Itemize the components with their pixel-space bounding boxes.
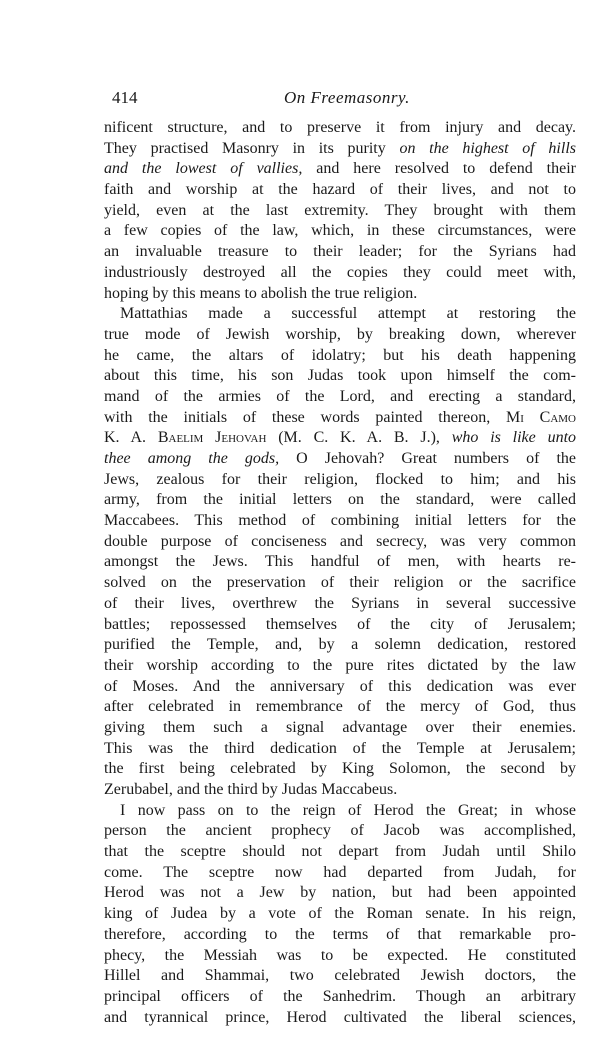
text-segment: Jews, zealous for their religion, flocked to him; and his bbox=[104, 470, 576, 488]
text-segment: come. The sceptre now had departed from Judah, for bbox=[104, 863, 576, 881]
text-segment: a few copies of the law, which, in these circumstances, were bbox=[104, 222, 576, 240]
text-segment: K. A. bbox=[104, 429, 158, 447]
text-segment: that the sceptre should not depart from Judah until Shilo bbox=[104, 843, 576, 861]
text-line bbox=[104, 697, 576, 718]
text-segment: principal officers of the Sanhedrim. Though an arbitrary bbox=[104, 987, 576, 1005]
body-text bbox=[104, 118, 576, 1028]
text-segment: Zerubabel, and the third by Judas Maccabeus. bbox=[104, 781, 398, 798]
text-segment: therefore, according to the terms of that remarkable pro- bbox=[104, 925, 576, 943]
text-line bbox=[104, 139, 576, 160]
text-line bbox=[104, 263, 576, 284]
italic-text: thee among the gods, bbox=[104, 450, 280, 467]
text-segment: industriously destroyed all the copies they could meet with, bbox=[104, 263, 576, 281]
text-segment: amongst the Jews. This handful of men, with hearts re- bbox=[104, 553, 576, 571]
text-line bbox=[104, 511, 576, 532]
text-line bbox=[104, 883, 576, 904]
text-segment: Maccabees. This method of combining initial letters for the bbox=[104, 512, 576, 530]
text-line bbox=[104, 594, 576, 615]
small-caps-text: Baelim Jehovah bbox=[157, 429, 267, 447]
text-line bbox=[104, 1008, 576, 1029]
text-line bbox=[104, 304, 576, 325]
text-line bbox=[104, 284, 576, 305]
text-segment: mand of the armies of the Lord, and erecting a standard, bbox=[104, 387, 576, 405]
text-segment: army, from the initial letters on the standard, were called bbox=[104, 491, 576, 509]
text-line bbox=[104, 925, 576, 946]
text-segment: hoping by this means to abolish the true religion. bbox=[104, 284, 418, 302]
text-segment: of Moses. And the anniversary of this dedication was ever bbox=[104, 677, 576, 695]
text-segment: solved on the preservation of their religion or the sacrifice bbox=[104, 574, 576, 592]
text-line bbox=[104, 759, 576, 780]
text-line bbox=[104, 966, 576, 987]
text-segment: of their lives, overthrew the Syrians in several successive bbox=[104, 594, 576, 612]
text-line bbox=[104, 387, 576, 408]
text-segment: They practised Masonry in its purity bbox=[104, 139, 400, 157]
text-segment: O Jehovah? Great numbers of the bbox=[279, 450, 576, 467]
text-segment: their worship according to the pure rites dictated by the law bbox=[104, 656, 576, 674]
text-segment: battles; repossessed themselves of the city of Jerusalem; bbox=[104, 615, 576, 633]
text-line bbox=[104, 677, 576, 698]
italic-text: on the highest of hills bbox=[399, 139, 576, 157]
text-segment: after celebrated in remembrance of the mercy of God, thus bbox=[104, 698, 576, 716]
text-line bbox=[104, 428, 576, 449]
text-line bbox=[104, 118, 576, 139]
page-number: 414 bbox=[112, 88, 138, 107]
text-segment: Hillel and Shammai, two celebrated Jewish doctors, the bbox=[104, 967, 576, 985]
text-segment: and here resolved to defend their bbox=[302, 160, 576, 178]
text-line bbox=[104, 739, 576, 760]
text-line bbox=[104, 801, 576, 822]
text-line bbox=[104, 552, 576, 573]
text-segment: true mode of Jewish worship, by breaking down, wherever bbox=[104, 325, 576, 343]
text-segment: purified the Temple, and, by a solemn dedication, restored bbox=[104, 636, 576, 654]
text-line bbox=[104, 346, 576, 367]
text-segment: (M. C. K. A. B. J.), bbox=[266, 429, 452, 447]
text-line bbox=[104, 449, 576, 470]
text-segment: double purpose of conciseness and secrecy, was very common bbox=[104, 532, 576, 550]
text-line bbox=[104, 532, 576, 553]
text-line bbox=[104, 842, 576, 863]
text-line bbox=[104, 490, 576, 511]
small-caps-text: Mi Camo bbox=[506, 408, 576, 426]
text-segment: This was the third dedication of the Temple at Jerusalem; bbox=[104, 739, 576, 757]
text-segment: person the ancient prophecy of Jacob was accomplished, bbox=[104, 822, 576, 840]
text-segment: faith and worship at the hazard of their lives, and not to bbox=[104, 181, 576, 199]
text-line bbox=[104, 573, 576, 594]
text-segment: and tyrannical prince, Herod cultivated the liberal sciences, bbox=[104, 1008, 576, 1026]
text-segment: an invaluable treasure to their leader; for the Syrians had bbox=[104, 243, 576, 261]
text-line bbox=[104, 201, 576, 222]
text-segment: Herod was not a Jew by nation, but had been appointed bbox=[104, 884, 576, 902]
text-segment: phecy, the Messiah was to be expected. He constituted bbox=[104, 946, 576, 964]
text-segment: yield, even at the last extremity. They brought with them bbox=[104, 201, 576, 219]
text-line bbox=[104, 635, 576, 656]
text-line bbox=[104, 615, 576, 636]
text-segment: with the initials of these words painted thereon, bbox=[104, 408, 506, 426]
text-line bbox=[104, 821, 576, 842]
text-line bbox=[104, 780, 576, 801]
text-segment: the first being celebrated by King Solomon, the second by bbox=[104, 760, 576, 778]
text-line bbox=[104, 946, 576, 967]
book-page bbox=[104, 88, 576, 1028]
running-title: On Freemasonry. bbox=[284, 88, 410, 107]
text-segment: Mattathias made a successful attempt at restoring the bbox=[120, 305, 576, 323]
text-line bbox=[104, 408, 576, 429]
text-segment: I now pass on to the reign of Herod the Great; in whose bbox=[120, 801, 576, 819]
text-line bbox=[104, 863, 576, 884]
text-line bbox=[104, 221, 576, 242]
text-segment: about this time, his son Judas took upon himself the com- bbox=[104, 367, 576, 385]
text-line bbox=[104, 987, 576, 1008]
italic-text: and the lowest of vallies, bbox=[104, 160, 303, 178]
text-line bbox=[104, 656, 576, 677]
text-line bbox=[104, 180, 576, 201]
text-line bbox=[104, 366, 576, 387]
text-segment: king of Judea by a vote of the Roman senate. In his reign, bbox=[104, 905, 576, 923]
text-line bbox=[104, 470, 576, 491]
text-line bbox=[104, 718, 576, 739]
text-segment: he came, the altars of idolatry; but his death happening bbox=[104, 346, 576, 364]
text-segment: giving them such a signal advantage over their enemies. bbox=[104, 718, 576, 736]
italic-text: who is like unto bbox=[451, 429, 576, 447]
text-line bbox=[104, 904, 576, 925]
text-line bbox=[104, 159, 576, 180]
text-segment: nificent structure, and to preserve it from injury and decay. bbox=[104, 119, 576, 136]
text-line bbox=[104, 242, 576, 263]
page-header bbox=[104, 88, 576, 112]
text-line bbox=[104, 325, 576, 346]
